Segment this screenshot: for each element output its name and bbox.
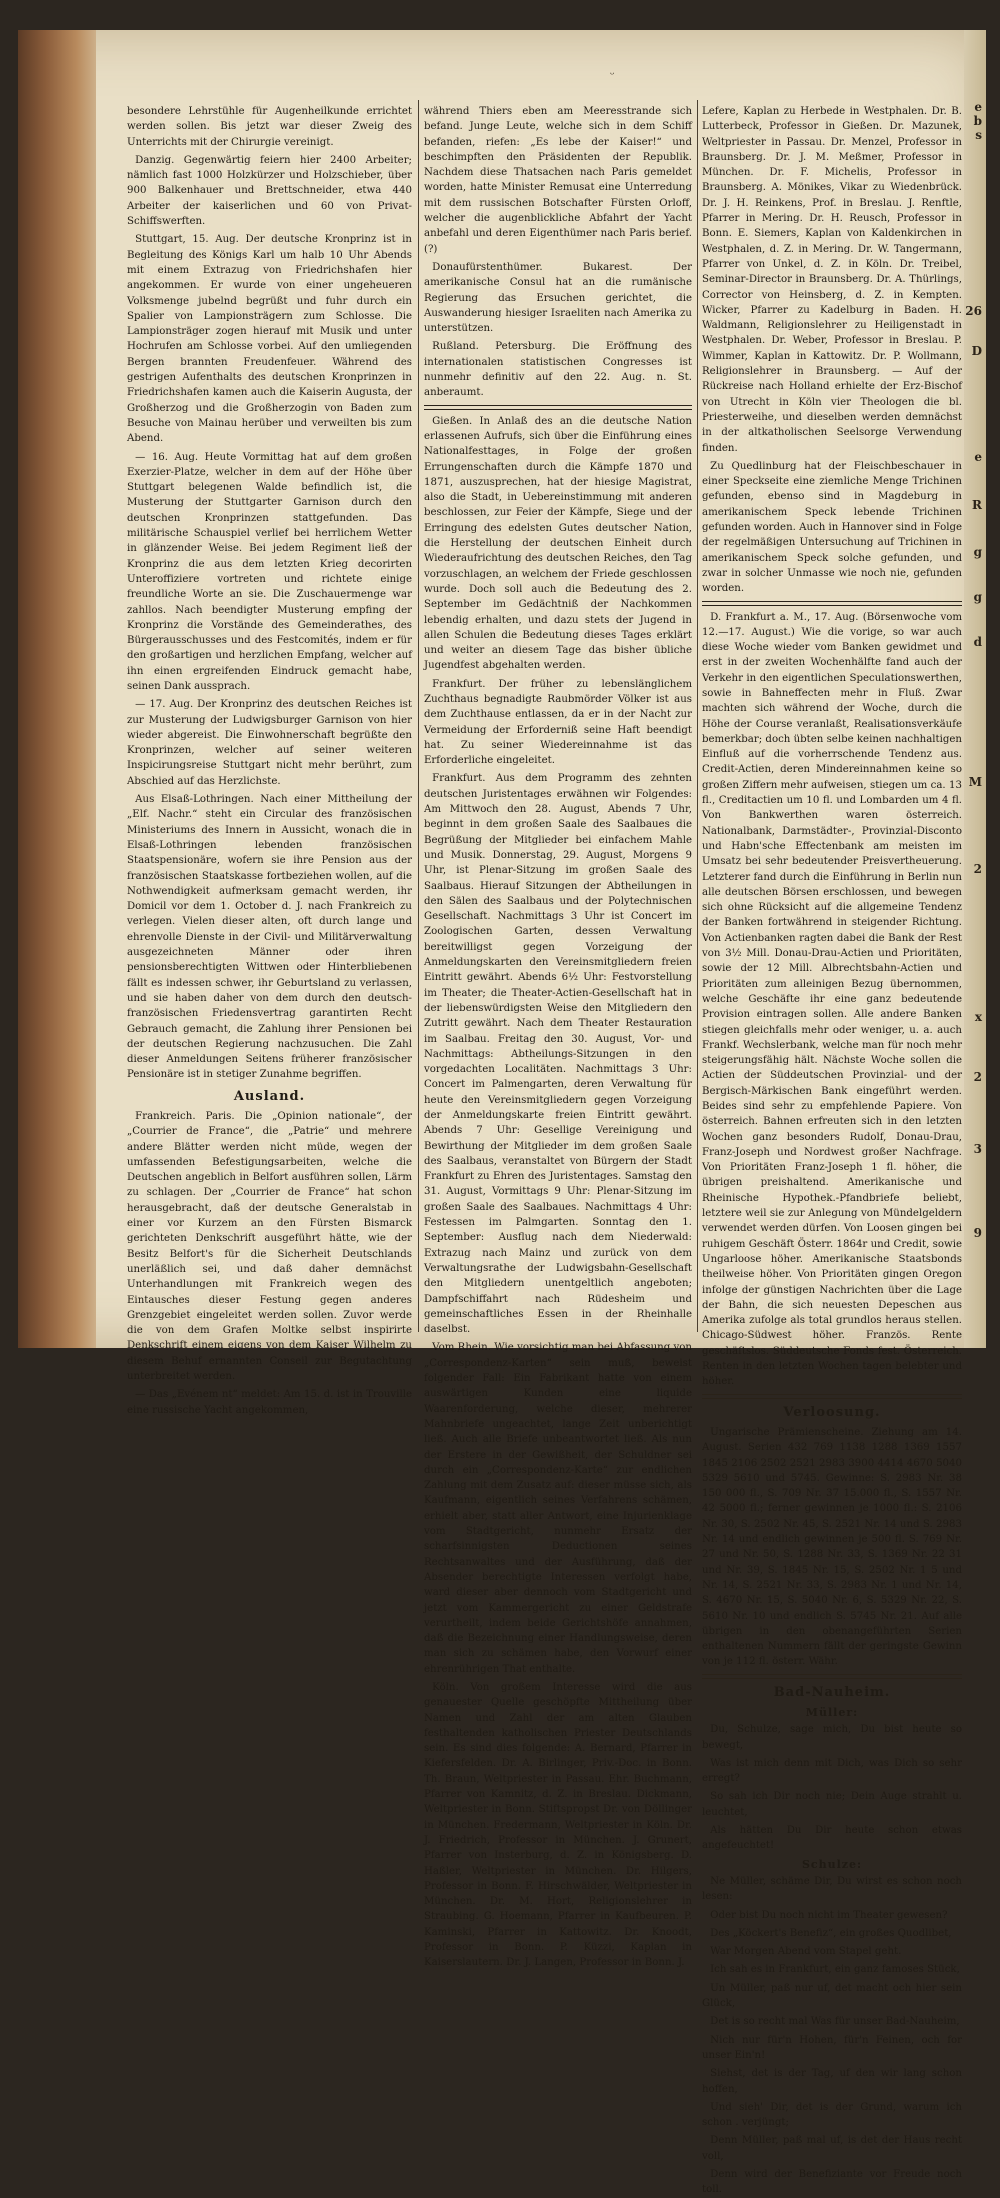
strip-char: D [971, 344, 982, 358]
article-paragraph: Lefere, Kaplan zu Herbede in Westphalen. Dr. B. Lutterbeck, Professor in Gießen. Dr. Mazunek, Weltpriester in Passau. Dr. Menzel, Professor in Braunsberg. Dr. J. M. Meßmer, Professor in München. Dr. F. Michelis, Professor in Braunsberg. A. Mönikes, Vikar zu Wiedenbrück. Dr. J. H. Reinkens, Prof. in Breslau. J. Renftle, Pfarrer in Mering. Dr. H. Reusch, Professor in Bonn. E. Siemers, Kaplan von Kaldenkirchen in Westphalen, d. Z. in Mering. Dr. W. Tangermann, Pfarrer von Unkel, d. Z. in Köln. Dr. Treibel, Seminar-Director in Braunsberg. Dr. A. Thürlings, Corrector von Heinsberg, d. Z. in Kempten. Wicker, Pfarrer zu Kadelburg in Baden. H. Waldmann, Religionslehrer zu Heiligenstadt in Westphalen. Dr. Weber, Professor in Breslau. P. Wimmer, Kaplan in Kattowitz. Dr. P. Wollmann, Religionslehrer in Braunsberg. — Auf der Rückreise nach Holland erhielte der Erz-Bischof von Utrecht in Köln vier Theologen die bl. Priesterweihe, und dieselben werden demnächst in der altkatholischen Seelsorge Verwendung finden. [702, 106, 962, 454]
column-3 [702, 104, 963, 2196]
column-rule [697, 100, 698, 1332]
article-paragraph: Frankreich. Paris. Die „Opinion nationale“, der „Courrier de France“, die „Patrie“ und mehrere andere Blätter werden nicht müde, wegen der umfassenden Befestigungsarbeiten, welche die Deutschen angeblich in Belfort ausführen sollen, Lärm zu schlagen. Der „Courrier de France“ hat schon herausgebracht, daß der deutsche Generalstab in einer vor Kurzem an den Fürsten Bismarck gerichteten Denkschrift ausgeführt hätte, wie der Besitz Belfort's für die Sicherheit Deutschlands unerläßlich sei, und daß daher demnächst Unterhandlungen mit Frankreich wegen des Eintausches dieser Festung gegen anderes Grenzgebiet eingeleitet werden sollen. Zuvor werde die von dem Grafen Moltke selbst inspirirte Denkschrift einem eigens von dem Kaiser Wilhelm zu diesem Behuf ernannten Conseil zur Begutachtung unterbreitet werden. [127, 1111, 412, 1383]
strip-char: 26 [965, 304, 982, 318]
article-paragraph: Gießen. In Anlaß des an die deutsche Nation erlassenen Aufrufs, sich über die Einführung eines Nationalfesttages, in Folge der großen Errungenschaften durch die Kämpfe 1870 und 1871, auszusprechen, hat der hiesige Magistrat, also die Stadt, in Uebereinstimmung mit anderen beschlossen, zur Feier der Kämpfe, Siege und der Erringung des edelsten Gutes deutscher Nation, die Herstellung der deutschen Einheit durch Wiederaufrichtung des deutschen Reiches, den Tag vorzuschlagen, an welchem der Friede geschlossen wurde. Doch soll auch die Bedeutung des 2. September im Gedächtniß der Nachkommen lebendig erhalten, und dazu stets der Jugend in allen Schulen die Bedeutung dieses Tages erklärt und weiter an diesem Tage das bisher übliche Jugendfest abgehalten werden. [424, 415, 692, 672]
poem-line: Un Müller, paß nur uf, det macht och hier sein Glück, [702, 1982, 962, 2010]
article-paragraph: Köln. Von großem Interesse wird die aus genauester Quelle geschöpfte Mittheilung über Namen und Zahl der am alten Glauben festhaltenden katholischen Priester Deutschlands sein. Es sind dies folgende: A. Bernard, Pfarrer in Kiefersfelden. Dr. A. Birlinger, Priv.-Doc. in Bonn. Th. Braun, Weltpriester in Passau. Ehr. Buchmann, Pfarrer von Kamnitz, d. Z. in Breslau. Dickmann, Weltpriester in Bonn. Stiftspropst Dr. von Döllinger in München. Fredermann, Weltpriester in Köln. Dr. J. Friedrich, Professor in München. J. Grunert, Pfarrer von Insterburg, d. Z. in Königsberg. D. Haßler, Weltpriester in München. Dr. Hilgers, Professor in Bonn. F. Hirschwälder, Weltpriester in München. Dr. M. Hort, Religionslehrer in Straubing. G. Hoemann, Pfarrer in Kaufbeuren. P. Kaminski, Pfarrer in Kattowitz. Dr. Knoodt, Professor in Bonn. P. Küzzi, Kaplan in Kaiserslautern. Dr. J. Langen, Professor in Bonn. J. [424, 1681, 692, 1969]
strip-char: s [975, 128, 982, 142]
page-mark: ᵕ [610, 68, 615, 81]
poem-line: Oder bist Du noch nicht im Theater gewesen? [710, 1909, 948, 1921]
column-rule [418, 100, 419, 1332]
strip-char: 2 [973, 1070, 982, 1084]
column-1 [127, 104, 412, 1416]
strip-char: e [974, 100, 982, 114]
strip-char: 3 [973, 1142, 982, 1156]
article-paragraph: Frankfurt. Aus dem Programm des zehnten deutschen Juristentages erwähnen wir Folgendes: Am Mittwoch den 28. August, Abends 7 Uhr, beginnt in dem großen Saale des Saalbaues die Begrüßung der Mitglieder bei einfachem Mahle und Musik. Donnerstag, 29. August, Morgens 9 Uhr, ist Plenar-Sitzung im großen Saale des Saalbaus. Hierauf Sitzungen der Abtheilungen in den Sälen des Saalbaus und der Polytechnischen Gesellschaft. Nachmittags 3 Uhr ist Concert im Zoologischen Garten, dessen Verwaltung bereitwilligst gegen Vorzeigung der Anmeldungskarten den Vereinsmitgliedern freien Eintritt gewährt. Abends 6½ Uhr: Festvorstellung im Theater; die Theater-Actien-Gesellschaft hat in der liebenswürdigsten Weise den Mitgliedern den Zutritt gewährt. Nach dem Theater Restauration im Saalbau. Freitag den 30. August, Vor- und Nachmittags: Abtheilungs-Sitzungen in den vorgedachten Localitäten. Nachmittags 3 Uhr: Concert im Palmengarten, deren Verwaltung für heute den Vereinsmitgliedern gegen Vorzeigung der Anmeldungskarte freien Eintritt gewährt. Abends 7 Uhr: Gesellige Vereinigung und Bewirthung der Mitglieder im dem großen Saale des Saalbaus, veranstaltet von Bürgern der Stadt Frankfurt zu Ehren des Juristentages. Samstag den 31. August, Vormittags 9 Uhr: Plenar-Sitzung im großen Saale des Saalbaues. Nachmittags 4 Uhr: Festessen im Palmgarten. Sonntag den 1. September: Ausflug nach dem Niederwald: Extrazug nach Mainz und zurück von dem Verwaltungsrathe der Ludwigsbahn-Gesellschaft den Mitgliedern unentgeltlich angeboten; Dampfschiffahrt nach Rüdesheim und gemeinschaftliches Essen in der Rheinhalle daselbst. [424, 773, 692, 1336]
poem-stanza-2 [702, 1874, 962, 2198]
strip-char: x [974, 1010, 982, 1024]
article-paragraph: Zu Quedlinburg hat der Fleischbeschauer in einer Speckseite eine ziemliche Menge Trichinen gefunden, ebenso sind in Magdeburg in amerikanischem Speck lebende Trichinen gefunden worden. Auch in Hannover sind in Folge der regelmäßigen Untersuchung auf Trichinen in amerikanischem Speck solche gefunden, und zwar in solcher Unmasse wie noch nie, gefunden worden. [702, 460, 963, 595]
article-paragraph: Vom Rhein. Wie vorsichtig man bei Abfassung von „Correspondenz-Karten“ sein muß, beweist folgender Fall: Ein Fabrikant hatte von einem auswärtigen Kunden eine liquide Waarenforderung, welche dieser, mehrerer Mahnbriefe ungeachtet, lange Zeit unberichtigt ließ. Auch alle Briefe unbeantwortet ließ. Als nun der Erstere in der Gewißheit, der Schuldner sei durch ein „Correspondenz-Karte“ zur endlichen Zahlung mit dem Zusatz auf: dieser müsse sich, als Kaufmann, eigentlich seines Verfahrens schämen, erhielt aber, statt aller Antwort, eine Injurienklage vom Stadtgericht, nunmehr Ersatz der scharfsinnigsten Deductionen seines Rechtsanwaltes und der Ausführung, daß der Absender berechtigte Interessen verfolgt habe, ward dieser aber dennoch vom Stadtgericht und jetzt vom Kammergericht zu einer Geldstrafe verurtheilt, indem beide Gerichtshöfe annahmen, daß die Bezeichnung einer Handlungsweise, deren man sich zu schämen habe, den Vorwurf einer ehrenrührigen That enthalte. [424, 1342, 692, 1675]
poem-line: Was ist mich denn mit Dich, was Dich so sehr erregt? [702, 1757, 962, 1785]
poem-line: Siehst, det is der Tag, uf den wir lang schon hoffen, [702, 2068, 962, 2095]
poem-line: Du, Schulze, sage mich, Du bist heute so bewegt, [702, 1724, 962, 1751]
speaker-label: Müller: [805, 1705, 859, 1719]
article-paragraph: Frankfurt. Der früher zu lebenslänglichem Zuchthaus begnadigte Raubmörder Völker ist aus dem Zuchthause entlassen, da er in der Nacht zur Vermeidung der Erforderniß seine Haft beendigt hat. Zu seiner Wiedereinnahme ist das Erforderliche eingeleitet. [424, 678, 692, 767]
poem-line: Nich nur für'n Hohen, für'n Feinen, och for unser Ein'n! [702, 2034, 962, 2061]
poem-line: Und sieh' Dir, det is der Grund, warum ich schon . verjüngt; [702, 2101, 962, 2129]
poem-line: Als hätten Du Dir heute schon etwas angefeuchtet! [702, 1825, 962, 1852]
article-paragraph: während Thiers eben am Meeresstrande sich befand. Junge Leute, welche sich in dem Schiff befanden, riefen: „Es lebe der Kaiser!“ und beschimpften den Präsidenten der Republik. Nachdem diese Thatsachen nach Paris gemeldet worden, hatte Minister Remusat eine Unterredung mit dem russischen Botschafter Fürsten Orloff, welcher die augenblickliche Abfahrt der Yacht anbefahl und deren Eigenthümer nach Paris berief. (?) [424, 106, 692, 255]
poem-line: Ich sah es in Frankfurt, ein ganz famoses Stück, [710, 1964, 960, 1976]
article-paragraph: Danzig. Gegenwärtig feiern hier 2400 Arbeiter; nämlich fast 1000 Holzkürzer und Holzschieber, über 900 Balkenhauer und Brettschneider, etwa 440 Arbeiter der kaiserlichen und 60 von Privat-Schiffswerften. [127, 154, 412, 228]
book-spine [18, 30, 96, 1348]
column-2 [424, 104, 692, 1969]
poem-line: War Morgen Abend vom Stapel geht. [710, 1946, 902, 1958]
article-paragraph: Aus Elsaß-Lothringen. Nach einer Mittheilung der „Elf. Nachr.“ steht ein Circular des französischen Ministeriums des Innern in Aussicht, wonach die in Elsaß-Lothringen lebenden französischen Staatspensionäre, wofern sie ihre Pension aus der französischen Staatskasse fortbeziehen wollen, auf die Nothwendigkeit aufmerksam gemacht werden, ihr Domicil vor dem 1. October d. J. nach Frankreich zu verlegen. Vielen dieser alten, oft durch lange und ehrenvolle Dienste in der Civil- und Militärverwaltung ausgezeichneten Männer oder ihren pensionsberechtigten Wittwen oder Hinterbliebenen fällt es indessen schwer, ihr Geburtsland zu verlassen, und sie haben daher von dem durch den deutsch-französischen Friedensvertrag garantirten Recht Gebrauch gemacht, die Zahlung ihrer Pensionen bei der deutschen Regierung nachzusuchen. Die Zahl dieser Anmeldungen Seitens früherer französischer Pensionäre ist in stetiger Zunahme begriffen. [127, 794, 412, 1081]
strip-char: b [973, 114, 982, 128]
strip-char: 9 [973, 1226, 982, 1240]
article-paragraph: Stuttgart, 15. Aug. Der deutsche Kronprinz ist in Begleitung des Königs Karl um halb 10 Uhr Abends mit einem Extrazug von Friedrichshafen hier angekommen. Er wurde von einer ungeheueren Volksmenge jubelnd begrüßt und fuhr durch ein Spalier von Lampionsträgern zum Schlosse. Die Lampionsträger zogen hierauf mit Musik und unter Hochrufen am Schlosse vorbei. Auf den umliegenden Bergen brannten Freudenfeuer. Während des gestrigen Aufenthalts des deutschen Kronprinzen in Friedrichshafen kamen auch die Kaiserin Augusta, der Großherzog und die Großherzogin von Baden zum Besuche von Mainau herüber und verweilten bis zum Abend. [127, 234, 412, 445]
article-paragraph: D. Frankfurt a. M., 17. Aug. (Börsenwoche vom 12.—17. August.) Wie die vorige, so war auch diese Woche wieder vom Banken gewidmet und erst in der zweiten Wochenhälfte fand auch der Verkehr in den eigentlichen Speculationswerthen, sowie in Bahneffecten mehr in Fluß. Zwar machten sich während der Woche, durch die Höhe der Course veranlaßt, Realisationsverkäufe bemerkbar; doch übten selbe keinen nachhaltigen Einfluß auf die vorherrschende Tendenz aus. Credit-Actien, deren Mindereinnahmen keine so großen Ziffern mehr aufweisen, stiegen um ca. 13 fl., Creditactien um 10 fl. und Lombarden um 4 fl. Von Bankwerthen waren österreich. Nationalbank, Darmstädter-, Provinzial-Disconto und Habn'sche Effectenbank am meisten im Umsatz bei sehr bedeutender Preisvertheuerung. Letzterer fand durch die Einführung in Berlin nun alle deutschen Börsen erschlossen, und bewegen sich ohne Rücksicht auf die allgemeine Tendenz der Banken fortwährend in steigender Richtung. Von Actienbanken ragten dabei die Bank der Rest von 3½ Mill. Donau-Drau-Actien und Prioritäten, sowie der 12 Mill. Albrechtsbahn-Actien und Prioritäten zum alleinigen Bezug übernommen, welche Geschäfte ihr eine ganz bedeutende Provision eintragen sollen. Alle andere Banken stiegen gleichfalls mehr oder weniger, u. a. auch Frankf. Wechslerbank, welche man für noch mehr steigerungsfähig hält. Nächste Woche sollen die Actien der Süddeutschen Provinzial- und der Bergisch-Märkischen Bank eingeführt werden. Beides sind sehr zu empfehlende Papiere. Von österreich. Bahnen erfreuten sich in den letzten Wochen ganz besonders Rudolf, Donau-Drau, Franz-Joseph und Nordwest großer Nachfrage. Von Prioritäten Franz-Joseph 1 fl. höher, die übrigen preishaltend. Amerikanische und Rheinische Hypothek.-Pfandbriefe beliebt, letztere weil sie zur Anlegung von Mündelgeldern verwendet werden dürfen. Von Loosen gingen bei ruhigem Geschäft Österr. 1864r und Credit, sowie Ungarloose höher. Amerikanische Staatsbonds theilweise höher. Von Prioritäten gingen Oregon infolge der günstigen Nachrichten über die Lage der Bahn, die sich neuesten Depeschen aus Amerika zufolge als total grundlos heraus stellen. Chicago-Südwest höher. Französ. Rente geschäftslos. Süddeutsche Fonds fest. Österreich. Renten in den letzten Wochen tagen belebter und höher. [702, 611, 962, 1388]
poem-line: Denn Müller, paß mal uf, is det der Haus recht voll, [702, 2135, 962, 2162]
section-divider [702, 601, 962, 606]
section-heading-ausland: Ausland. [233, 1088, 306, 1104]
strip-char: e [974, 450, 982, 464]
section-heading-verloosung: Verloosung. [783, 1404, 881, 1420]
strip-char: M [968, 775, 982, 789]
section-divider [702, 1674, 962, 1679]
poem-line: So sah ich Dir noch nie; Dein Auge strahlt u. leuchtet, [702, 1791, 962, 1818]
article-paragraph: — 17. Aug. Der Kronprinz des deutschen Reiches ist zur Musterung der Ludwigsburger Garnison von hier wieder abgereist. Die Einwohnerschaft begrüßte den Kronprinzen, welcher auf seiner weiteren Inspicirungsreise Stuttgart nicht mehr berührt, zum Abschied auf das Herzlichste. [127, 699, 412, 787]
poem-line: Des „Köckert's Benefiz“, ein großes Quodlibet, [710, 1927, 952, 1939]
strip-char: 2 [973, 862, 982, 876]
article-paragraph: besondere Lehrstühle für Augenheilkunde errichtet werden sollen. Bis jetzt war dieser Zweig des Unterrichts mit der Chirurgie vereinigt. [127, 106, 412, 148]
article-paragraph: Donaufürstenthümer. Bukarest. Der amerikanische Consul hat an die rumänische Regierung das Ersuchen gerichtet, die Auswanderung hiesiger Israeliten nach Amerika zu unterstützen. [424, 261, 692, 335]
section-divider [702, 1394, 962, 1399]
poem-line: Denn wird der Benefiziante vor Freude noch toll. [702, 2169, 962, 2196]
article-paragraph: — 16. Aug. Heute Vormittag hat auf dem großen Exerzier-Platze, welcher in dem auf der Höhe über Stuttgart belegenen Walde befindlich ist, die Musterung der Stuttgarter Garnison durch den deutschen Kronprinzen stattgefunden. Das militärische Schauspiel verlief bei herrlichem Wetter in glänzender Weise. Bei jedem Regiment ließ der Kronprinz die aus dem letzten Krieg decorirten Unteroffiziere vortreten und richtete einige freundliche Worte an sie. Die Zuschauermenge war zahllos. Nach beendigter Musterung empfing der Kronprinz die Vorstände des Gemeinderathes, des Bürgerausschusses und des Festcomités, indem er für den großartigen und herzlichen Empfang, welcher auf ihn einen ergreifenden Eindruck gemacht habe, seinen Dank aussprach. [127, 451, 412, 692]
poem-stanza-1 [702, 1722, 962, 1853]
strip-char: d [973, 635, 982, 649]
strip-char: g [973, 545, 982, 559]
section-heading-bad-nauheim: Bad-Nauheim. [773, 1684, 891, 1700]
poem-line: Ne Müller, schäme Dir, Du wirst es schon noch lesen: [702, 1875, 962, 1903]
article-paragraph: — Das „Evénem nt“ meldet: Am 15. d. ist in Trouville eine russische Yacht angekommen, [127, 1389, 412, 1416]
strip-char: R [972, 498, 982, 512]
speaker-label: Schulze: [801, 1857, 863, 1871]
poem-line: Det is so recht mal Was für unser Bad-Nauheim, [710, 2016, 960, 2028]
article-paragraph: Rußland. Petersburg. Die Eröffnung des internationalen statistischen Congresses ist nunmehr definitiv auf den 22. Aug. n. St. anberaumt. [424, 341, 692, 399]
article-paragraph: Ungarische Prämienscheine. Ziehung am 14. August. Serien 432 769 1138 1288 1369 1557 1845 2106 2502 2521 2983 3900 4414 4670 5040 5329 5610 und 5745. Gewinne: S. 2983 Nr. 38 150 000 fl., S. 709 Nr. 37 15.000 fl., S. 1557 Nr. 42 5000 fl.; ferner gewinnen je 1000 fl.: S. 2106 Nr. 30, S. 2502 Nr. 45, S. 2521 Nr. 14 und S. 2983 Nr. 14 und endlich gewinnen je 500 fl. S. 769 Nr. 27 und Nr. 50, S. 1288 Nr. 33, S. 1369 Nr. 22 31 und Nr. 39, S. 1845 Nr. 15, S. 2502 Nr. 1 5 und Nr. 14, S. 2521 Nr. 33, S. 2983 Nr. 1 und Nr. 14, S. 4670 Nr. 15, S. 5040 Nr. 6, S. 5329 Nr. 22, S. 5610 Nr. 10 und endlich S. 5745 Nr. 21. Auf alle übrigen in den obenangeführten Serien enthaltenen Nummern fällt der geringste Gewinn von je 112 fl. österr. Währ. [702, 1426, 962, 1668]
section-divider [424, 405, 692, 410]
strip-char: g [973, 590, 982, 604]
adjacent-page-strip [964, 30, 986, 1348]
